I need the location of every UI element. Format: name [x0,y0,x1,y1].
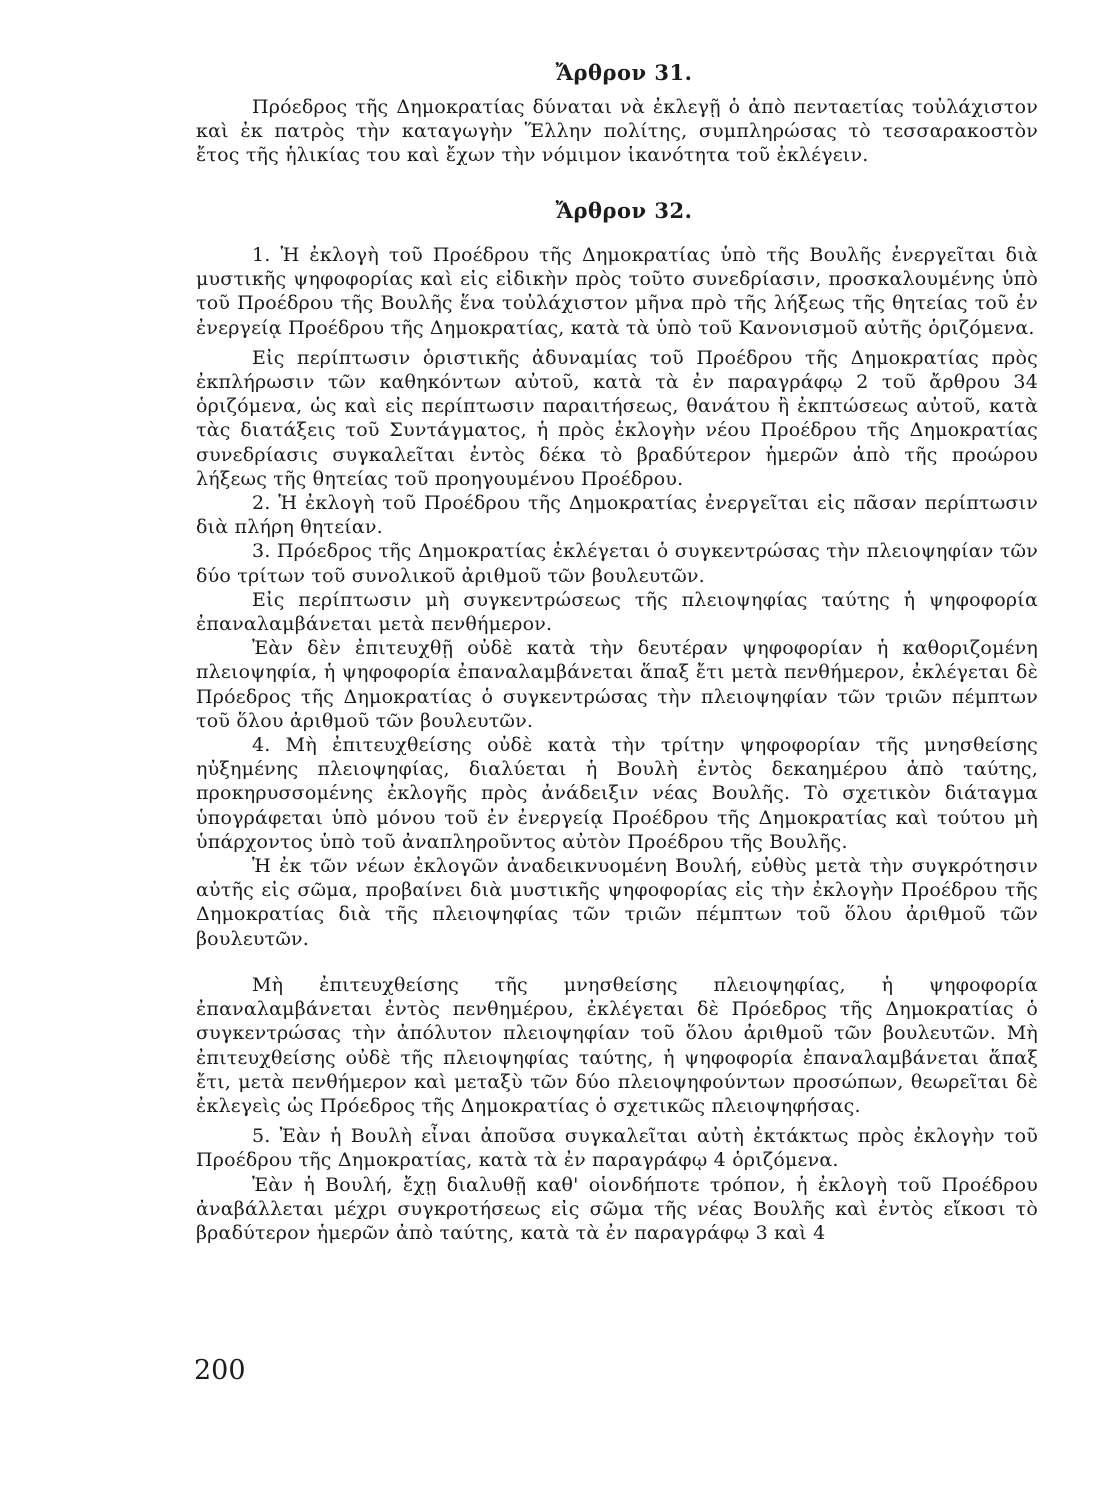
paragraph-3: 3. Πρόεδρος τῆς Δημοκρατίας ἐκλέγεται ὁ συγκεντρώσας τὴν πλειοψηφίαν τῶν δύο τρίτων τοῦ συνολικοῦ ἀριθμοῦ τῶν βουλευτῶν. [196,540,1038,587]
article-31-block [196,60,1038,168]
article-31-heading: Ἄρθρον 31. [555,60,693,85]
article-32-block [196,198,1038,1245]
paragraph-2: 2. Ἡ ἐκλογὴ τοῦ Προέδρου τῆς Δημοκρατίας ἐνεργεῖται εἰς πᾶσαν περίπτωσιν διὰ πλήρη θητείαν. [196,492,1038,539]
paragraph-3-second: Εἰς περίπτωσιν μὴ συγκεντρώσεως τῆς πλειοψηφίας ταύτης ἡ ψηφοφορία ἐπαναλαμβάνεται μετὰ πενθήμερον. [196,588,1038,636]
article-32-heading: Ἄρθρον 32. [555,198,693,223]
paragraph-3-third: Ἐὰν δὲν ἐπιτευχθῇ οὐδὲ κατὰ τὴν δευτέραν ψηφοφορίαν ἡ καθοριζομένη πλειοψηφία, ἡ ψηφοφορία ἐπαναλαμβάνεται ἅπαξ ἔτι μετὰ πενθήμερον, ἐκλέγεται δὲ Πρόεδρος τῆς Δημοκρατίας ὁ συγκεντρώσας τὴν πλειοψηφίαν τῶν τριῶν πέμπτων τοῦ ὅλου ἀριθμοῦ τῶν βουλευτῶν. [196,637,1038,732]
paragraph-5: 5. Ἐὰν ἡ Βουλὴ εἶναι ἀποῦσα συγκαλεῖται αὐτὴ ἐκτάκτως πρὸς ἐκλογὴν τοῦ Προέδρου τῆς Δημοκρατίας, κατὰ τὰ ἐν παραγράφῳ 4 ὁριζόμενα. [196,1125,1038,1172]
paragraph-1: 1. Ἡ ἐκλογὴ τοῦ Προέδρου τῆς Δημοκρατίας ὑπὸ τῆς Βουλῆς ἐνεργεῖται διὰ μυστικῆς ψηφοφορίας καὶ εἰς εἰδικὴν πρὸς τοῦτο συνεδρίασιν, προσκαλουμένης ὑπὸ τοῦ Προέδρου τῆς Βουλῆς ἕνα τοὐλάχιστον μῆνα πρὸ τῆς λήξεως τῆς θητείας τοῦ ἐν ἐνεργείᾳ Προέδρου τῆς Δημοκρατίας, κατὰ τὰ ὑπὸ τοῦ Κανονισμοῦ αὐτῆς ὁριζόμενα. [196,244,1038,339]
paragraph-4: 4. Μὴ ἐπιτευχθείσης οὐδὲ κατὰ τὴν τρίτην ψηφοφορίαν τῆς μνησθείσης ηὐξημένης πλειοψηφίας, διαλύεται ἡ Βουλὴ ἐντὸς δεκαημέρου ἀπὸ ταύτης, προκηρυσσομένης ἐκλογῆς πρὸς ἀνάδειξιν νέας Βουλῆς. Τὸ σχετικὸν διάταγμα ὑπογράφεται ὑπὸ μόνου τοῦ ἐν ἐνεργείᾳ Προέδρου τῆς Δημοκρατίας καὶ τούτου μὴ ὑπάρχοντος ὑπὸ τοῦ ἀναπληροῦντος αὐτὸν Προέδρου τῆς Βουλῆς. [196,734,1038,853]
paragraph-5-second: Ἐὰν ἡ Βουλή, ἔχῃ διαλυθῇ καθ' οἱονδήποτε τρόπον, ἡ ἐκλογὴ τοῦ Προέδρου ἀναβάλλεται μέχρι συγκροτήσεως εἰς σῶμα τῆς νέας Βουλῆς καὶ ἐντὸς εἴκοσι τὸ βραδύτερον ἡμερῶν ἀπὸ ταύτης, κατὰ τὰ ἐν παραγράφῳ 3 καὶ 4 [196,1173,1038,1244]
paragraph-1-continued: Εἰς περίπτωσιν ὁριστικῆς ἀδυναμίας τοῦ Προέδρου τῆς Δημοκρατίας πρὸς ἐκπλήρωσιν τῶν καθηκόντων αὐτοῦ, κατὰ τὰ ἐν παραγράφῳ 2 τοῦ ἄρθρου 34 ὁριζόμενα, ὡς καὶ εἰς περίπτωσιν παραιτήσεως, θανάτου ἢ ἐκπτώσεως αὐτοῦ, κατὰ τὰς διατάξεις τοῦ Συντάγματος, ἡ πρὸς ἐκλογὴν νέου Προέδρου τῆς Δημοκρατίας συνεδρίασις συγκαλεῖται ἐντὸς δέκα τὸ βραδύτερον ἡμερῶν ἀπὸ τῆς προώρου λήξεως τῆς θητείας τοῦ προηγουμένου Προέδρου. [196,346,1038,490]
page-number: 200 [194,1355,246,1386]
article-31-text: Πρόεδρος τῆς Δημοκρατίας δύναται νὰ ἐκλεγῇ ὁ ἀπὸ πενταετίας τοὐλάχιστον καὶ ἐκ πατρὸς τὴν καταγωγὴν Ἕλλην πολίτης, συμπληρώσας τὸ τεσσαρακοστὸν ἔτος τῆς ἡλικίας του καὶ ἔχων τὴν νόμιμον ἱκανότητα τοῦ ἐκλέγειν. [196,96,1038,167]
paragraph-4-third: Μὴ ἐπιτευχθείσης τῆς μνησθείσης πλειοψηφίας, ἡ ψηφοφορία ἐπαναλαμβάνεται ἐντὸς πενθημέρου, ἐκλέγεται δὲ Πρόεδρος τῆς Δημοκρατίας ὁ συγκεντρώσας τὴν ἀπόλυτον πλειοψηφίαν τοῦ ὅλου ἀριθμοῦ τῶν βουλευτῶν. Μὴ ἐπιτευχθείσης οὐδὲ τῆς πλειοψηφίας ταύτης, ἡ ψηφοφορία ἐπαναλαμβάνεται ἅπαξ ἔτι, μετὰ πενθήμερον καὶ μεταξὺ τῶν δύο πλειοψηφούντων προσώπων, θεωρεῖται δὲ ἐκλεγεὶς ὡς Πρόεδρος τῆς Δημοκρατίας ὁ σχετικῶς πλειοψηφήσας. [196,973,1038,1117]
paragraph-4-second: Ἡ ἐκ τῶν νέων ἐκλογῶν ἀναδεικνυομένη Βουλή, εὐθὺς μετὰ τὴν συγκρότησιν αὐτῆς εἰς σῶμα, προβαίνει διὰ μυστικῆς ψηφοφορίας εἰς τὴν ἐκλογὴν Προέδρου τῆς Δημοκρατίας διὰ τῆς πλειοψηφίας τῶν τριῶν πέμπτων τοῦ ὅλου ἀριθμοῦ τῶν βουλευτῶν. [196,855,1038,950]
